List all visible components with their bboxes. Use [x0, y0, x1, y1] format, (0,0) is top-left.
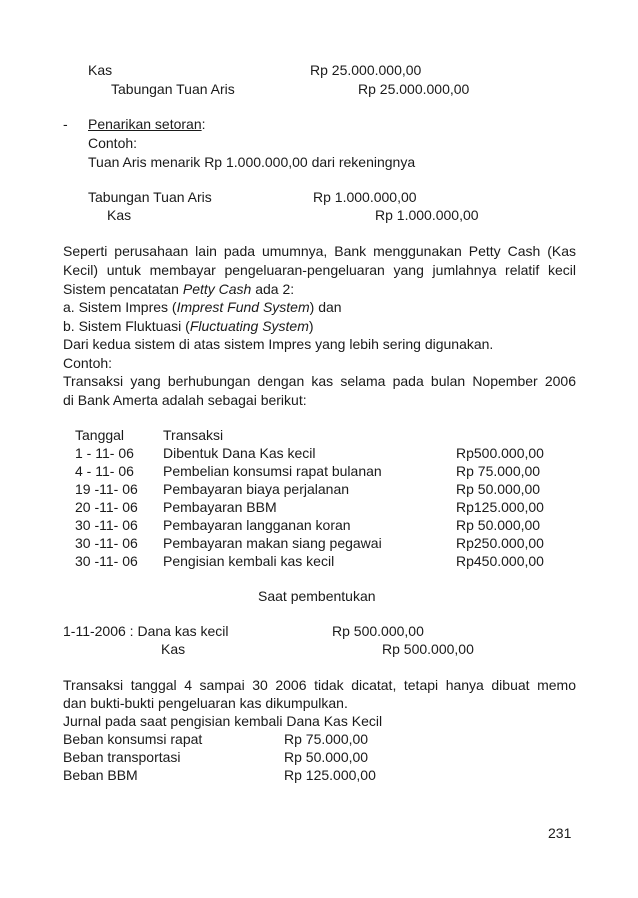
- journal-amount: Rp 125.000,00: [284, 767, 376, 783]
- journal-account: Beban transportasi: [63, 749, 181, 765]
- setoran-heading-line: [88, 116, 206, 132]
- setoran-row1-account: Tabungan Tuan Aris: [88, 189, 212, 205]
- setoran-desc: Tuan Aris menarik Rp 1.000.000,00 dari rekeningnya: [88, 154, 416, 170]
- petty-b-pre: b. Sistem Fluktuasi (: [63, 318, 190, 334]
- pembentukan-row2-amount: Rp 500.000,00: [382, 641, 474, 657]
- row-amount: Rp 50.000,00: [456, 481, 541, 497]
- pembentukan-row2-account: Kas: [161, 641, 186, 657]
- contoh2-label: Contoh:: [63, 355, 113, 371]
- closing-line1: Transaksi tanggal 4 sampai 30 2006 tidak dicatat, tetapi hanya dibuat memo: [63, 677, 576, 693]
- petty-para-line2: Kecil) untuk membayar pengeluaran-pengeluaran yang jumlahnya relatif kecil: [63, 262, 576, 278]
- row-desc: Pengisian kembali kas kecil: [163, 553, 335, 569]
- journal1-row1-account: Kas: [88, 62, 113, 78]
- row-desc: Pembelian konsumsi rapat bulanan: [163, 463, 382, 479]
- row-amount: Rp450.000,00: [456, 553, 544, 569]
- journal-account: Beban BBM: [63, 767, 138, 783]
- journal1-row2-account: Tabungan Tuan Aris: [111, 81, 235, 97]
- row-amount: Rp 50.000,00: [456, 517, 541, 533]
- row-date: 19 -11- 06: [75, 481, 138, 497]
- petty-conclusion: Dari kedua sistem di atas sistem Impres yang lebih sering digunakan.: [63, 336, 494, 352]
- row-amount: Rp 75.000,00: [456, 463, 541, 479]
- row-desc: Pembayaran makan siang pegawai: [163, 535, 382, 551]
- petty-l3-c: ada 2:: [251, 281, 295, 297]
- setoran-row2-account: Kas: [107, 207, 132, 223]
- row-date: 1 - 11- 06: [75, 445, 134, 461]
- contoh2-line1: Transaksi yang berhubungan dengan kas selama pada bulan Nopember 2006: [63, 373, 576, 389]
- setoran-row1-amount: Rp 1.000.000,00: [313, 189, 417, 205]
- setoran-contoh: Contoh:: [88, 135, 138, 151]
- closing-line2: dan bukti-bukti pengeluaran kas dikumpulkan.: [63, 695, 348, 711]
- row-desc: Pembayaran langganan koran: [163, 517, 351, 533]
- pembentukan-title: Saat pembentukan: [258, 588, 376, 604]
- petty-a-pre: a. Sistem Impres (: [63, 299, 177, 315]
- petty-a-italic: Imprest Fund System: [176, 299, 310, 315]
- petty-item-a: [63, 299, 342, 315]
- table-header-transaction: Transaksi: [163, 427, 224, 443]
- row-amount: Rp500.000,00: [456, 445, 544, 461]
- row-amount: Rp125.000,00: [456, 499, 544, 515]
- journal1-row2-amount: Rp 25.000.000,00: [358, 81, 470, 97]
- petty-para-line3: [63, 281, 294, 297]
- closing-line3: Jurnal pada saat pengisian kembali Dana Kas Kecil: [63, 713, 383, 729]
- journal1-row1-amount: Rp 25.000.000,00: [310, 62, 422, 78]
- pembentukan-row1-amount: Rp 500.000,00: [332, 623, 424, 639]
- petty-para-line1: Seperti perusahaan lain pada umumnya, Bank menggunakan Petty Cash (Kas: [63, 243, 576, 259]
- journal-account: Beban konsumsi rapat: [63, 731, 203, 747]
- pembentukan-row1-account: 1-11-2006 : Dana kas kecil: [63, 623, 229, 639]
- setoran-colon: :: [201, 116, 206, 132]
- petty-b-italic: Fluctuating System: [189, 318, 309, 334]
- row-date: 30 -11- 06: [75, 535, 138, 551]
- row-date: 20 -11- 06: [75, 499, 138, 515]
- petty-b-post: ): [308, 318, 314, 334]
- row-date: 30 -11- 06: [75, 553, 138, 569]
- setoran-row2-amount: Rp 1.000.000,00: [375, 207, 479, 223]
- contoh2-line2: di Bank Amerta adalah sebagai berikut:: [63, 392, 307, 408]
- petty-item-b: [63, 318, 314, 334]
- table-header-date: Tanggal: [75, 427, 125, 443]
- row-desc: Pembayaran BBM: [163, 499, 277, 515]
- petty-a-post: ) dan: [309, 299, 342, 315]
- row-date: 30 -11- 06: [75, 517, 138, 533]
- bullet-dash: -: [63, 116, 68, 132]
- petty-l3-b: Petty Cash: [182, 281, 252, 297]
- journal-amount: Rp 50.000,00: [284, 749, 369, 765]
- journal-amount: Rp 75.000,00: [284, 731, 369, 747]
- row-desc: Pembayaran biaya perjalanan: [163, 481, 350, 497]
- row-desc: Dibentuk Dana Kas kecil: [163, 445, 316, 461]
- page-number: 231: [548, 825, 572, 841]
- row-amount: Rp250.000,00: [456, 535, 544, 551]
- row-date: 4 - 11- 06: [75, 463, 134, 479]
- petty-l3-a: Sistem pencatatan: [63, 281, 183, 297]
- setoran-heading: Penarikan setoran: [88, 116, 202, 132]
